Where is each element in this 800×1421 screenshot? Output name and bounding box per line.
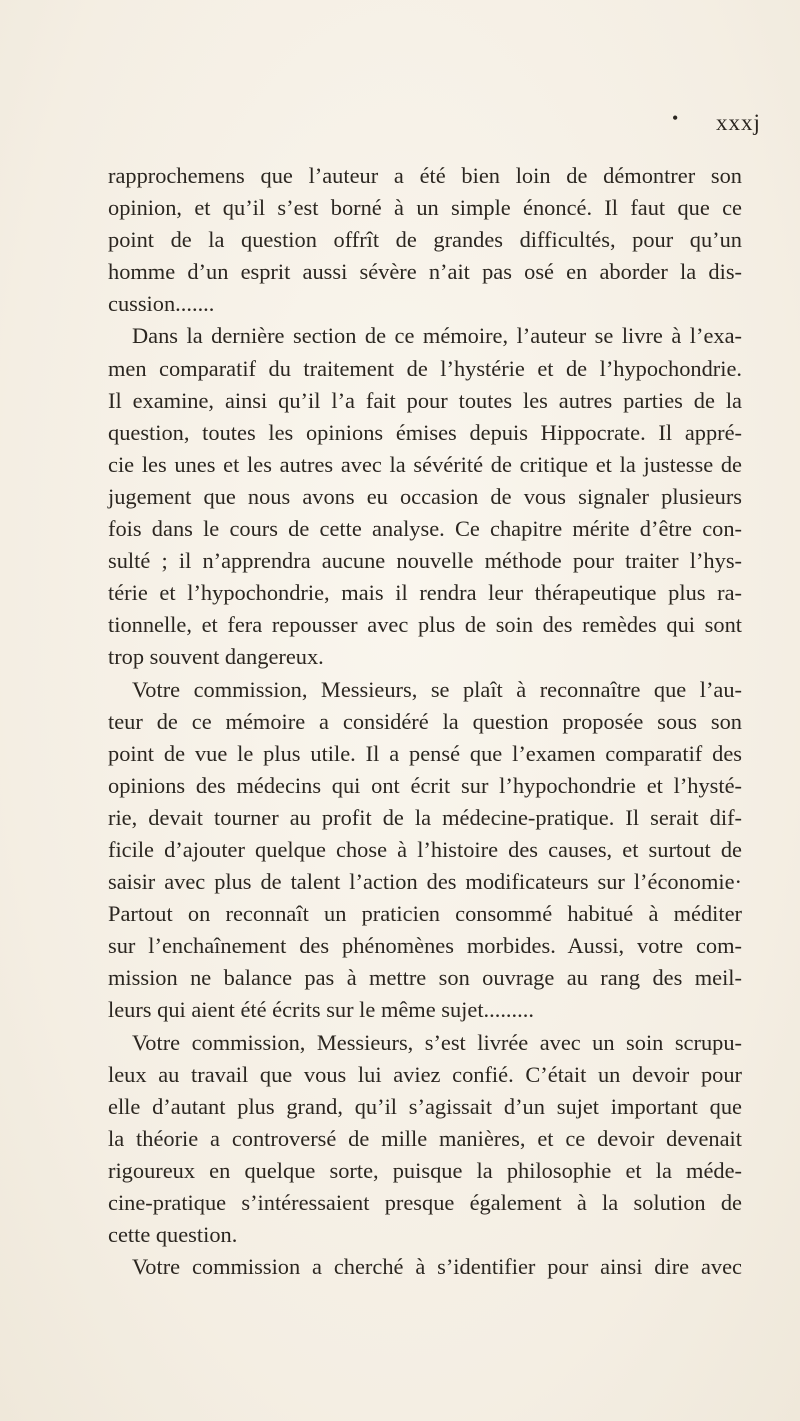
text-line: fois dans le cours de cette analyse. Ce chapitre mérite d’être con-	[108, 516, 742, 542]
text-line: trop souvent dangereux.	[108, 644, 324, 670]
text-line: point de vue le plus utile. Il a pensé que l’examen comparatif des	[108, 740, 742, 766]
text-line: cie les unes et les autres avec la sévérité de critique et la justesse de	[108, 451, 742, 477]
printer-mark: •	[672, 108, 679, 128]
text-line: Votre commission, Messieurs, se plaît à reconnaître que l’au-	[132, 676, 742, 702]
text-line: rie, devait tourner au profit de la médecine-pratique. Il serait dif-	[108, 804, 742, 830]
text-line: question, toutes les opinions émises depuis Hippocrate. Il appré-	[108, 419, 742, 445]
text-line: tionnelle, et fera repousser avec plus de soin des remèdes qui sont	[108, 612, 742, 638]
text-line: leux au travail que vous lui aviez confié. C’était un devoir pour	[108, 1061, 742, 1087]
text-line: homme d’un esprit aussi sévère n’ait pas osé en aborder la dis-	[108, 259, 742, 285]
text-line: Votre commission a cherché à s’identifier pour ainsi dire avec	[132, 1254, 742, 1280]
text-line: Il examine, ainsi qu’il l’a fait pour toutes les autres parties de la	[108, 387, 742, 413]
body-text	[108, 160, 742, 1283]
text-line: Partout on reconnaît un praticien consommé habitué à méditer	[108, 901, 742, 927]
text-line: teur de ce mémoire a considéré la question proposée sous son	[108, 708, 742, 734]
text-line: la théorie a controversé de mille manières, et ce devoir devenait	[108, 1125, 742, 1151]
text-line: Votre commission, Messieurs, s’est livrée avec un soin scrupu-	[132, 1029, 742, 1055]
text-line: ficile d’ajouter quelque chose à l’histoire des causes, et surtout de	[108, 836, 742, 862]
text-line: leurs qui aient été écrits sur le même sujet.........	[108, 997, 534, 1023]
text-line: opinions des médecins qui ont écrit sur l’hypochondrie et l’hysté-	[108, 772, 742, 798]
text-line: Dans la dernière section de ce mémoire, l’auteur se livre à l’exa-	[132, 323, 742, 349]
text-line: men comparatif du traitement de l’hystérie et de l’hypochondrie.	[108, 355, 742, 381]
text-line: point de la question offrît de grandes difficultés, pour qu’un	[108, 227, 742, 253]
text-line: cussion.......	[108, 291, 215, 317]
text-line: sur l’enchaînement des phénomènes morbides. Aussi, votre com-	[108, 933, 742, 959]
text-line: térie et l’hypochondrie, mais il rendra leur thérapeutique plus ra-	[108, 580, 742, 606]
page-number: xxxj	[716, 110, 761, 135]
text-line: opinion, et qu’il s’est borné à un simple énoncé. Il faut que ce	[108, 195, 742, 221]
text-line: mission ne balance pas à mettre son ouvrage au rang des meil-	[108, 965, 742, 991]
text-line: jugement que nous avons eu occasion de vous signaler plusieurs	[108, 483, 742, 509]
text-line: saisir avec plus de talent l’action des modificateurs sur l’économie·	[108, 869, 742, 895]
text-line: rapprochemens que l’auteur a été bien loin de démontrer son	[108, 163, 742, 188]
text-line: cette question.	[108, 1222, 238, 1248]
text-line: sulté ; il n’apprendra aucune nouvelle méthode pour traiter l’hys-	[108, 548, 742, 574]
text-line: rigoureux en quelque sorte, puisque la philosophie et la méde-	[108, 1157, 742, 1183]
text-line: cine-pratique s’intéressaient presque également à la solution de	[108, 1190, 742, 1215]
text-line: elle d’autant plus grand, qu’il s’agissait d’un sujet important que	[108, 1093, 742, 1119]
